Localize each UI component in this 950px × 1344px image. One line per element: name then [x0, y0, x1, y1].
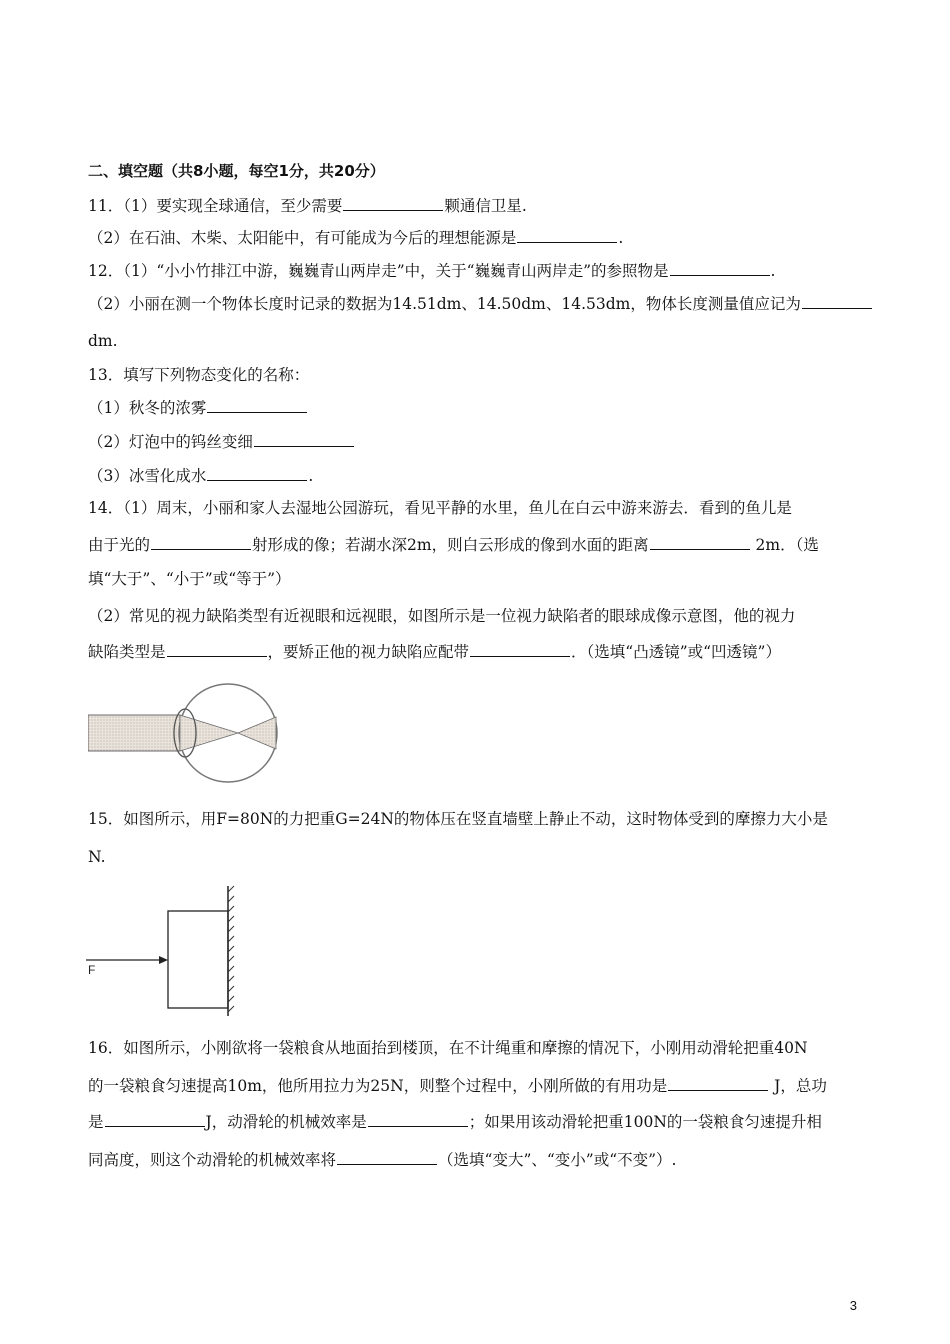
wall-block-diagram [84, 882, 244, 1018]
question-16-line-1: 16．如图所示，小刚欲将一袋粮食从地面抬到楼顶，在不计绳重和摩擦的情况下，小刚用动滑轮把重40N [88, 1039, 808, 1057]
q11-text-b: 颗通信卫星. [444, 197, 527, 215]
q16-text-e: ；如果用该动滑轮把重100N的一袋粮食匀速提升相 [468, 1113, 822, 1131]
q16-text-a: 的一袋粮食匀速提高10m，他所用拉力为25N，则整个过程中，小刚所做的有用功是 [88, 1077, 668, 1095]
answer-blank[interactable] [151, 533, 251, 550]
block [168, 911, 228, 1008]
q11-text-a: 11．（1）要实现全球通信，至少需要 [88, 197, 343, 215]
answer-blank[interactable] [470, 640, 570, 657]
answer-blank[interactable] [167, 640, 267, 657]
question-13-item-1 [88, 396, 308, 419]
q16-text-b: J，总功 [769, 1077, 827, 1095]
q12-text-b: . [770, 262, 776, 280]
q13-item-2-text: （2）灯泡中的钨丝变细 [88, 433, 253, 451]
page-number: 3 [849, 1298, 857, 1313]
q14-text-f: ．（选填“凸透镜”或“凹透镜”） [571, 643, 781, 661]
q16-text-d: J，动滑轮的机械效率是 [205, 1113, 367, 1131]
q12-text-a: 12．（1）“小小竹排江中游，巍巍青山两岸走”中，关于“巍巍青山两岸走”的参照物是 [88, 262, 669, 280]
q13-item-1-text: （1）秋冬的浓雾 [88, 399, 207, 417]
question-12-part-2 [88, 292, 873, 315]
answer-blank[interactable] [517, 226, 617, 243]
section-title: 二、填空题（共8小题，每空1分，共20分） [88, 162, 385, 180]
force-label: F [88, 963, 96, 977]
answer-blank[interactable] [802, 292, 872, 309]
force-arrow-head [159, 956, 168, 964]
q14-text-e: ，要矫正他的视力缺陷应配带 [267, 643, 470, 661]
answer-blank[interactable] [337, 1148, 437, 1165]
question-16-line-2 [88, 1074, 827, 1097]
answer-blank[interactable] [368, 1110, 468, 1127]
question-13-title: 13．填写下列物态变化的名称： [88, 366, 310, 384]
q12-text-c: （2）小丽在测一个物体长度时记录的数据为14.51dm、14.50dm、14.53dm，物体长度测量值应记为 [88, 295, 801, 313]
question-16-line-3 [88, 1110, 822, 1133]
question-13-item-3 [88, 464, 313, 487]
question-16-line-4 [88, 1148, 677, 1171]
q14-text-c: 2m．（选 [750, 536, 819, 554]
question-14-line-4: （2）常见的视力缺陷类型有近视眼和远视眼，如图所示是一位视力缺陷者的眼球成像示意图，他的视力 [88, 607, 796, 625]
question-15-line-1: 15．如图所示，用F=80N的力把重G=24N的物体压在竖直墙壁上静止不动，这时物体受到的摩擦力大小是 [88, 810, 828, 828]
question-14-line-2 [88, 533, 819, 556]
answer-blank[interactable] [207, 464, 307, 481]
answer-blank[interactable] [105, 1110, 205, 1127]
wall-hatch [228, 886, 234, 1012]
answer-blank[interactable] [254, 430, 354, 447]
answer-blank[interactable] [343, 194, 443, 211]
question-14-line-5 [88, 640, 781, 663]
eye-diagram [88, 683, 288, 783]
answer-blank[interactable] [668, 1074, 768, 1091]
q14-text-d: 缺陷类型是 [88, 643, 166, 661]
q14-text-a: 由于光的 [88, 536, 151, 554]
question-11-part-1 [88, 194, 527, 217]
question-11-part-2 [88, 226, 623, 249]
q11-text-d: . [618, 229, 624, 247]
question-12-unit: dm. [88, 332, 118, 350]
question-12-part-1 [88, 259, 775, 282]
q16-text-c: 是 [88, 1113, 104, 1131]
light-beam [88, 715, 180, 751]
q16-text-g: （选填“变大”、“变小”或“不变”）. [438, 1151, 677, 1169]
answer-blank[interactable] [207, 396, 307, 413]
q14-text-b: 射形成的像；若湖水深2m，则白云形成的像到水面的距离 [252, 536, 649, 554]
question-15-line-2: N. [88, 848, 106, 866]
question-14-line-3: 填“大于”、“小于”或“等于”） [88, 570, 291, 588]
answer-blank[interactable] [650, 533, 750, 550]
answer-blank[interactable] [670, 259, 770, 276]
q13-item-3-text: （3）冰雪化成水 [88, 467, 207, 485]
question-14-line-1: 14．（1）周末，小丽和家人去湿地公园游玩，看见平静的水里，鱼儿在白云中游来游去．看到的鱼儿是 [88, 499, 792, 517]
q11-text-c: （2）在石油、木柴、太阳能中，有可能成为今后的理想能源是 [88, 229, 517, 247]
q16-text-f: 同高度，则这个动滑轮的机械效率将 [88, 1151, 337, 1169]
question-13-item-2 [88, 430, 355, 453]
q13-item-3-end: . [308, 467, 314, 485]
